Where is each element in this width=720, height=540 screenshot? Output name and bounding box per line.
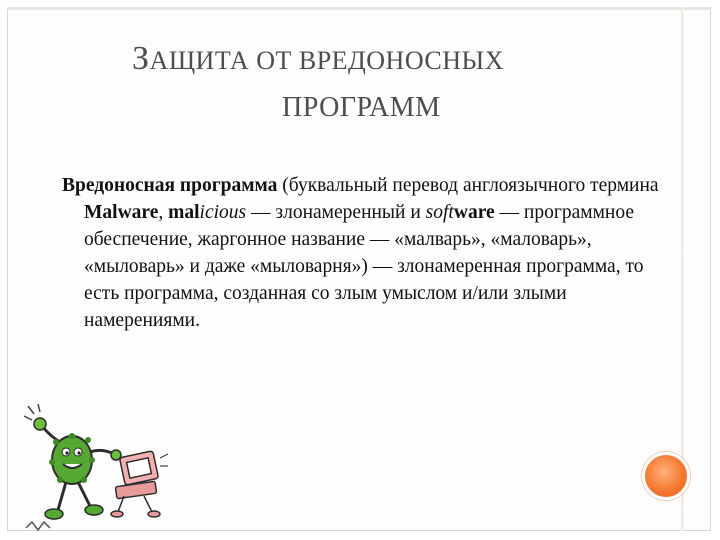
- soft-part: soft: [425, 202, 454, 223]
- term-text: Вредоносная программа: [62, 175, 278, 196]
- definition-text: [62, 172, 662, 334]
- text-segment-2: ,: [158, 202, 169, 223]
- title-line-1-text: АЩИТА ОТ ВРЕДОНОСНЫХ: [149, 46, 504, 75]
- top-stripe: [7, 7, 711, 10]
- text-segment-1: (буквальный перевод англоязычного термина: [277, 175, 659, 196]
- text-segment-4: — программное обеспечение, жаргонное название — «малварь», «маловарь», «мыловарь» и даже «мыловарня») — злонамеренная программа, то есть программа, созданная со злым умыслом и/или злыми намерениями.: [84, 202, 644, 331]
- title-initial: З: [132, 40, 150, 77]
- ware-part: ware: [453, 202, 495, 223]
- title-line-1: [132, 42, 504, 76]
- definition-paragraph: [62, 172, 662, 334]
- icious-part: icious: [199, 202, 247, 223]
- title-line-2: ПРОГРАММ: [282, 92, 441, 123]
- vertical-accent-rule: [681, 7, 684, 531]
- orange-accent-circle: [642, 452, 690, 500]
- fleeing-computer-illustration: [108, 448, 170, 518]
- malware-word: Malware: [84, 202, 159, 223]
- mal-part: mal: [168, 202, 200, 223]
- motion-lines: [24, 404, 40, 420]
- text-segment-3: — злонамеренный и: [246, 202, 426, 223]
